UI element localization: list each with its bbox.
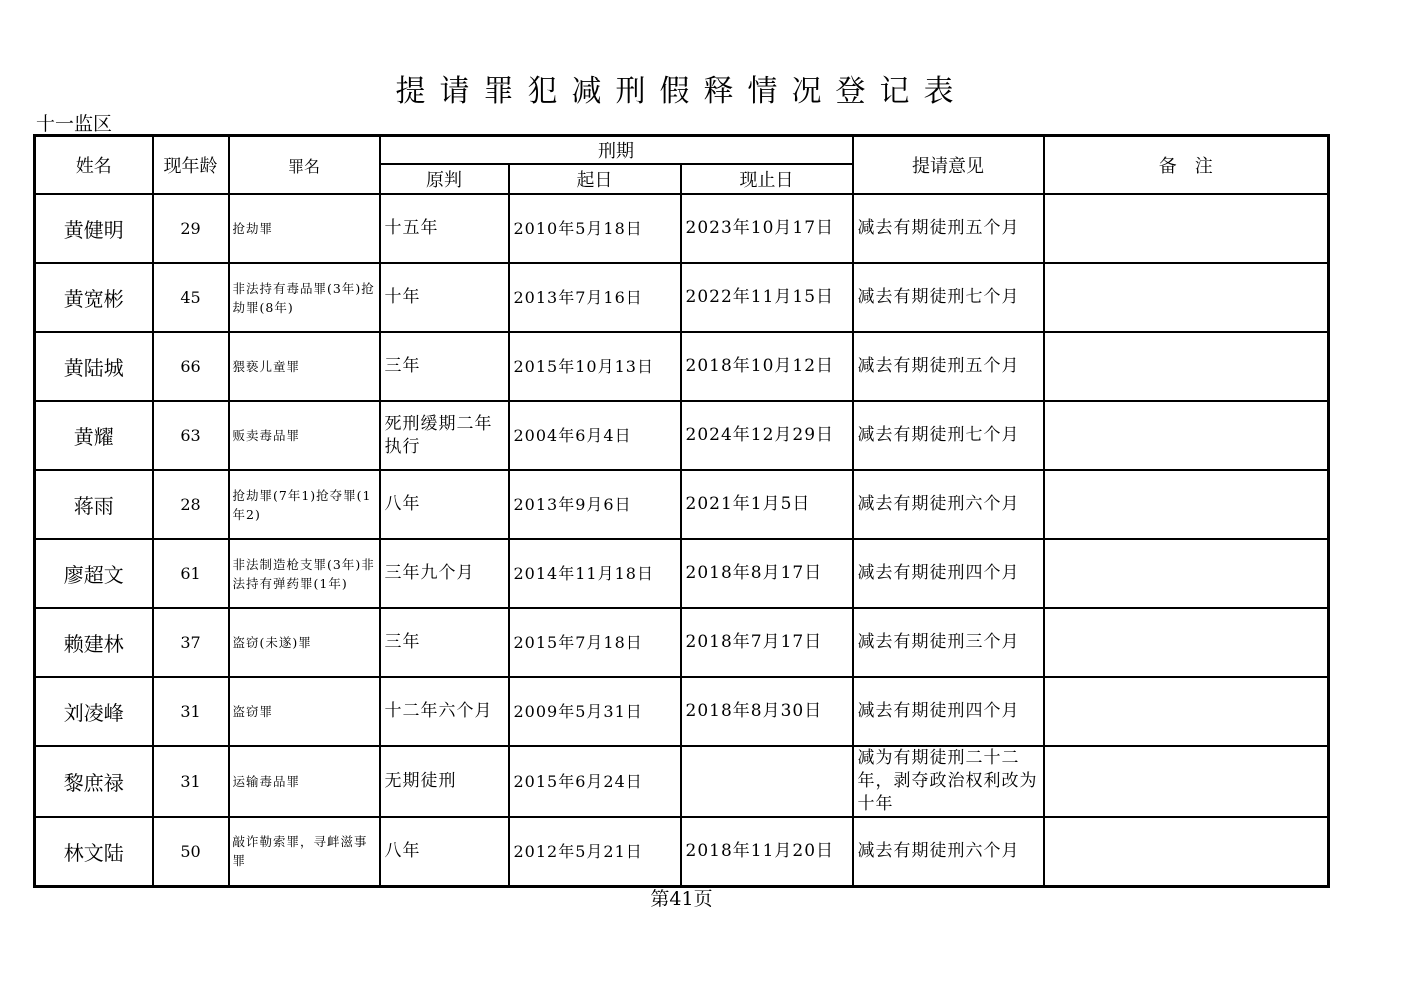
opinion-cell: 减去有期徒刑三个月: [853, 608, 1044, 677]
table-row: [35, 332, 1329, 401]
page-number: 第41页: [650, 888, 713, 910]
header-crime: 罪名: [229, 136, 380, 195]
remark-cell: [1044, 677, 1329, 746]
header-name: 姓名: [35, 136, 153, 195]
end-date: 2018年8月17日: [681, 539, 853, 608]
table-row: [35, 608, 1329, 677]
end-date: 2018年11月20日: [681, 817, 853, 886]
table-row: [35, 817, 1329, 886]
opinion-cell: 减去有期徒刑四个月: [853, 539, 1044, 608]
prisoner-age: 45: [153, 263, 229, 332]
header-opinion: 提请意见: [853, 136, 1044, 195]
prisoner-age: 31: [153, 677, 229, 746]
remark-cell: [1044, 194, 1329, 263]
end-date: 2018年7月17日: [681, 608, 853, 677]
start-date: 2010年5月18日: [509, 194, 681, 263]
table-row: [35, 539, 1329, 608]
prisoner-name: 蒋雨: [35, 470, 153, 539]
remark-cell: [1044, 539, 1329, 608]
header-start: 起日: [509, 164, 681, 194]
crime-cell: 非法持有毒品罪(3年)抢劫罪(8年): [229, 263, 380, 332]
table-row: [35, 746, 1329, 817]
registration-table: [33, 134, 1330, 888]
start-date: 2014年11月18日: [509, 539, 681, 608]
table-row: [35, 194, 1329, 263]
end-date: [681, 746, 853, 817]
start-date: 2013年9月6日: [509, 470, 681, 539]
header-remark: 备 注: [1044, 136, 1329, 195]
table-row: [35, 401, 1329, 470]
crime-cell: 运输毒品罪: [229, 746, 380, 817]
prisoner-name: 黎庶禄: [35, 746, 153, 817]
prisoner-name: 黄宽彬: [35, 263, 153, 332]
start-date: 2009年5月31日: [509, 677, 681, 746]
prisoner-age: 31: [153, 746, 229, 817]
remark-cell: [1044, 608, 1329, 677]
original-sentence: 十五年: [380, 194, 509, 263]
crime-cell: 敲诈勒索罪，寻衅滋事罪: [229, 817, 380, 886]
page-title: 提请罪犯减刑假释情况登记表: [395, 74, 968, 109]
end-date: 2018年10月12日: [681, 332, 853, 401]
crime-cell: 贩卖毒品罪: [229, 401, 380, 470]
prisoner-age: 28: [153, 470, 229, 539]
prisoner-name: 黄健明: [35, 194, 153, 263]
crime-cell: 盗窃(未遂)罪: [229, 608, 380, 677]
start-date: 2015年6月24日: [509, 746, 681, 817]
end-date: 2021年1月5日: [681, 470, 853, 539]
opinion-cell: 减为有期徒刑二十二年，剥夺政治权利改为十年: [853, 746, 1044, 817]
remark-cell: [1044, 470, 1329, 539]
original-sentence: 十二年六个月: [380, 677, 509, 746]
original-sentence: 三年: [380, 332, 509, 401]
start-date: 2012年5月21日: [509, 817, 681, 886]
opinion-cell: 减去有期徒刑四个月: [853, 677, 1044, 746]
opinion-cell: 减去有期徒刑七个月: [853, 263, 1044, 332]
opinion-cell: 减去有期徒刑五个月: [853, 332, 1044, 401]
remark-cell: [1044, 817, 1329, 886]
header-original: 原判: [380, 164, 509, 194]
prisoner-age: 37: [153, 608, 229, 677]
remark-cell: [1044, 332, 1329, 401]
crime-cell: 非法制造枪支罪(3年)非法持有弹药罪(1年): [229, 539, 380, 608]
crime-cell: 抢劫罪(7年1)抢夺罪(1年2): [229, 470, 380, 539]
prisoner-age: 66: [153, 332, 229, 401]
original-sentence: 无期徒刑: [380, 746, 509, 817]
original-sentence: 十年: [380, 263, 509, 332]
original-sentence: 八年: [380, 470, 509, 539]
prisoner-age: 29: [153, 194, 229, 263]
opinion-cell: 减去有期徒刑七个月: [853, 401, 1044, 470]
header-age: 现年龄: [153, 136, 229, 195]
prisoner-name: 黄陆城: [35, 332, 153, 401]
opinion-cell: 减去有期徒刑六个月: [853, 470, 1044, 539]
end-date: 2018年8月30日: [681, 677, 853, 746]
table-row: [35, 677, 1329, 746]
start-date: 2015年7月18日: [509, 608, 681, 677]
remark-cell: [1044, 746, 1329, 817]
crime-cell: 猥亵儿童罪: [229, 332, 380, 401]
table-row: [35, 263, 1329, 332]
remark-cell: [1044, 263, 1329, 332]
end-date: 2022年11月15日: [681, 263, 853, 332]
prisoner-name: 林文陆: [35, 817, 153, 886]
original-sentence: 死刑缓期二年执行: [380, 401, 509, 470]
start-date: 2015年10月13日: [509, 332, 681, 401]
end-date: 2024年12月29日: [681, 401, 853, 470]
original-sentence: 八年: [380, 817, 509, 886]
original-sentence: 三年: [380, 608, 509, 677]
opinion-cell: 减去有期徒刑六个月: [853, 817, 1044, 886]
remark-cell: [1044, 401, 1329, 470]
header-term: 刑期: [380, 136, 853, 165]
prisoner-age: 61: [153, 539, 229, 608]
prisoner-name: 廖超文: [35, 539, 153, 608]
table-row: [35, 470, 1329, 539]
prisoner-name: 赖建林: [35, 608, 153, 677]
prisoner-age: 50: [153, 817, 229, 886]
prisoner-age: 63: [153, 401, 229, 470]
original-sentence: 三年九个月: [380, 539, 509, 608]
prisoner-name: 刘凌峰: [35, 677, 153, 746]
start-date: 2004年6月4日: [509, 401, 681, 470]
table-body: [35, 194, 1329, 886]
district-label: 十一监区: [36, 113, 113, 135]
end-date: 2023年10月17日: [681, 194, 853, 263]
crime-cell: 抢劫罪: [229, 194, 380, 263]
header-end: 现止日: [681, 164, 853, 194]
prisoner-name: 黄耀: [35, 401, 153, 470]
crime-cell: 盗窃罪: [229, 677, 380, 746]
opinion-cell: 减去有期徒刑五个月: [853, 194, 1044, 263]
start-date: 2013年7月16日: [509, 263, 681, 332]
